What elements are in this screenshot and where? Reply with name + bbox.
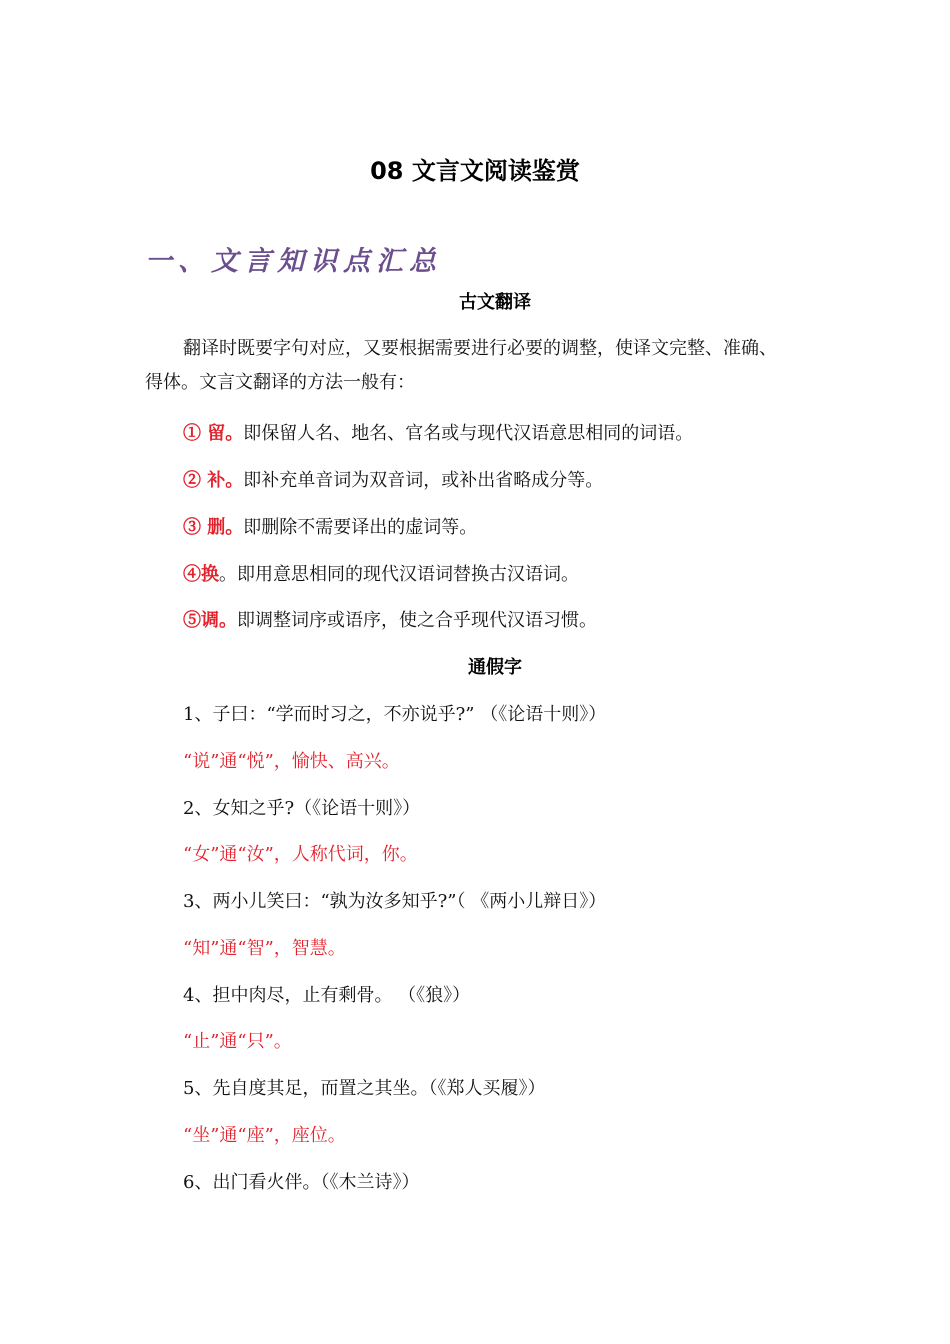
example-note: “坐”通“座”，座位。 <box>183 1125 346 1146</box>
method-marker: ④换 <box>183 564 219 585</box>
document-title: 08 文言文阅读鉴赏 <box>370 157 580 185</box>
method-text: 即保留人名、地名、官名或与现代汉语意思相同的词语。 <box>243 423 694 444</box>
translation-intro: 翻译时既要字句对应，又要根据需要进行必要的调整，使译文完整、准确、得体。文言文翻译的方法一般有： <box>145 338 777 393</box>
method-item <box>183 420 693 448</box>
method-item <box>183 561 579 589</box>
method-marker: ⑤调。 <box>183 610 237 631</box>
tongjiazi-heading: 通假字 <box>468 657 522 678</box>
method-text: 。即用意思相同的现代汉语词替换古汉语词。 <box>219 564 579 585</box>
example-sentence: 4、担中肉尽，止有剩骨。 （《狼》） <box>183 985 471 1006</box>
example-sentence: 6、出门看火伴。（《木兰诗》） <box>183 1172 420 1193</box>
example-note: “止”通“只”。 <box>183 1031 292 1052</box>
method-text: 即删除不需要译出的虚词等。 <box>243 517 478 538</box>
example-sentence: 5、先自度其足，而置之其坐。（《郑人买履》） <box>183 1078 546 1099</box>
example-note: “女”通“汝”，人称代词，你。 <box>183 844 418 865</box>
example-sentence: 3、两小儿笑曰：“孰为汝多知乎?”（ 《两小儿辩日》） <box>183 891 607 912</box>
method-marker: ③ 删。 <box>183 517 244 538</box>
section-heading: 一、文言知识点汇总 <box>145 246 442 277</box>
method-marker: ① 留。 <box>183 423 244 444</box>
translation-heading: 古文翻译 <box>459 292 531 313</box>
method-text: 即调整词序或语序，使之合乎现代汉语习惯。 <box>237 610 597 631</box>
example-note: “说”通“悦”，愉快、高兴。 <box>183 751 400 772</box>
example-sentence: 2、女知之乎?（《论语十则》） <box>183 798 421 819</box>
example-sentence: 1、子曰：“学而时习之，不亦说乎?” （《论语十则》） <box>183 704 607 725</box>
method-marker: ② 补。 <box>183 470 244 491</box>
method-text: 即补充单音词为双音词，或补出省略成分等。 <box>243 470 604 491</box>
method-item <box>183 467 603 495</box>
method-item <box>183 607 597 635</box>
method-item <box>183 514 477 542</box>
example-note: “知”通“智”，智慧。 <box>183 938 346 959</box>
